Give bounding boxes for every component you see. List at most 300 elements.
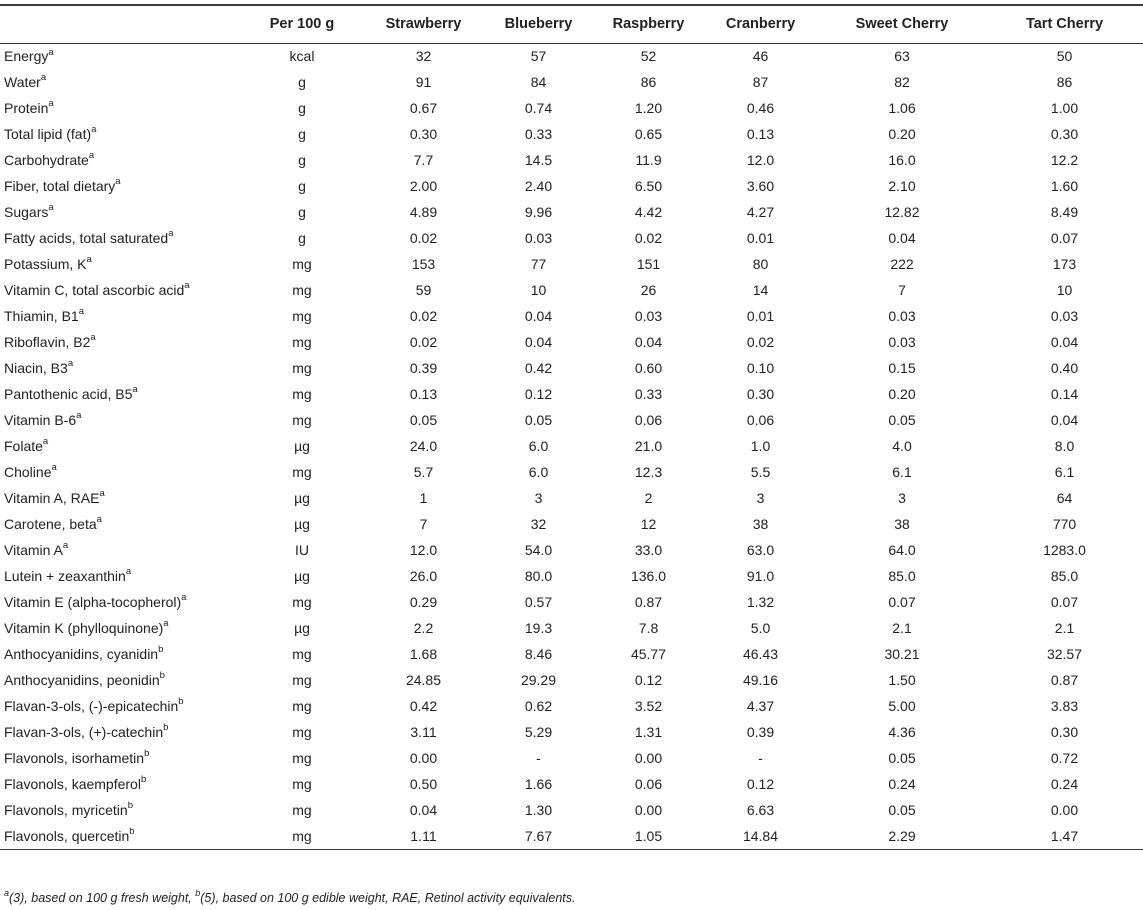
nutrient-name: Pantothenic acid, B5 — [4, 386, 133, 402]
footnote-marker: a — [115, 176, 121, 188]
value-cell: 222 — [890, 256, 914, 272]
value-cell: 12.2 — [1050, 152, 1079, 168]
value-cell: 0.02 — [746, 334, 775, 350]
unit-cell: mg — [292, 334, 312, 350]
value-cell: 11.9 — [635, 152, 662, 168]
value-cell: 9.96 — [524, 204, 553, 220]
footnote-marker: a — [168, 228, 174, 240]
nutrient-name: Sugars — [4, 204, 49, 220]
value-cell: 1.11 — [364, 823, 483, 849]
footnote-marker: b — [140, 774, 147, 786]
value-cell: 2.00 — [409, 178, 438, 194]
value-cell: 63 — [894, 48, 910, 65]
value-cell: 32 — [415, 48, 432, 65]
header-cell: Blueberry — [483, 5, 594, 43]
footnote-marker: a — [48, 202, 54, 214]
value-cell: 10 — [530, 282, 547, 298]
value-cell: 0.05 — [524, 412, 553, 428]
unit-cell: µg — [294, 438, 310, 454]
value-cell: 91.0 — [746, 568, 775, 584]
value-cell: 30.21 — [884, 646, 920, 662]
value-cell: 0.04 — [524, 308, 553, 324]
value-cell: 1.05 — [594, 823, 703, 849]
value-cell: 6.1 — [1054, 464, 1075, 480]
value-cell: 0.04 — [524, 334, 553, 350]
value-cell: 12.0 — [746, 152, 775, 168]
table-row — [0, 771, 1143, 797]
footnote-marker: a — [48, 46, 54, 58]
unit-cell: mg — [292, 412, 312, 428]
value-cell: 80.0 — [524, 568, 553, 584]
value-cell: 770 — [1052, 516, 1077, 532]
value-cell: 87 — [752, 74, 769, 90]
value-cell: 6.0 — [528, 438, 549, 454]
table-row — [0, 589, 1143, 615]
nutrient-name: Vitamin E (alpha-tocopherol) — [4, 594, 182, 610]
value-cell: 1.60 — [1050, 178, 1079, 194]
nutrient-name-cell — [0, 277, 240, 303]
value-cell: 6.63 — [746, 802, 775, 818]
value-cell: 12 — [640, 516, 657, 532]
unit-cell: g — [298, 204, 306, 220]
value-cell: 0.06 — [746, 412, 775, 428]
value-cell: 2.2 — [413, 620, 434, 636]
nutrient-name: Flavonols, kaempferol — [4, 776, 141, 792]
nutrient-name: Niacin, B3 — [4, 360, 68, 376]
table-row — [0, 641, 1143, 667]
value-cell: 63.0 — [746, 542, 775, 558]
table-row — [0, 459, 1143, 485]
value-cell: 0.00 — [634, 750, 663, 766]
unit-cell: mg — [292, 282, 312, 298]
unit-cell: mg — [292, 646, 312, 662]
footnote-marker: b — [129, 826, 135, 838]
nutrient-table — [0, 4, 1143, 850]
value-cell: 0.12 — [746, 776, 775, 792]
footnote-marker: a — [125, 566, 132, 578]
value-cell: 64 — [1056, 490, 1073, 506]
value-cell: 33.0 — [634, 542, 663, 558]
value-cell: 5.29 — [524, 724, 553, 740]
table-row — [0, 407, 1143, 433]
value-cell: 49.16 — [742, 672, 779, 688]
value-cell: 54.0 — [524, 542, 553, 558]
nutrient-name-cell — [0, 537, 240, 563]
unit-cell: mg — [292, 776, 312, 792]
value-cell: 0.30 — [746, 386, 775, 402]
value-cell: 19.3 — [524, 620, 553, 636]
value-cell: 85.0 — [1050, 568, 1079, 584]
footnote-marker: a — [86, 254, 92, 266]
footnote-b-text: (5), based on 100 g edible weight, RAE, Retinol activity equivalents. — [200, 891, 576, 905]
value-cell: 0.03 — [524, 230, 553, 246]
unit-cell: g — [298, 178, 306, 194]
value-cell: 3 — [534, 490, 543, 506]
value-cell: 64.0 — [888, 542, 916, 558]
unit-cell: g — [298, 74, 306, 90]
value-cell: 7 — [898, 282, 906, 298]
footnote-marker-a: a — [4, 887, 10, 898]
value-cell: 24.0 — [409, 438, 438, 454]
unit-cell: mg — [292, 360, 312, 376]
value-cell: 3 — [756, 490, 765, 506]
nutrient-name: Choline — [4, 464, 52, 480]
value-cell: 0.03 — [888, 308, 916, 324]
value-cell: 1 — [419, 490, 428, 506]
value-cell: 8.49 — [1050, 204, 1079, 220]
nutrient-name-cell — [0, 563, 240, 589]
value-cell: 0.00 — [409, 750, 438, 766]
footnote-marker: b — [159, 670, 165, 682]
value-cell: 7 — [419, 516, 428, 532]
footnote-marker: a — [91, 124, 97, 136]
unit-cell: kcal — [289, 48, 315, 65]
value-cell: 2.1 — [1054, 620, 1075, 636]
footnote-marker: b — [127, 800, 133, 812]
nutrient-name: Riboflavin, B2 — [4, 334, 91, 350]
nutrient-name: Flavonols, isorhametin — [4, 750, 145, 766]
value-cell: 2.40 — [524, 178, 553, 194]
value-cell: 12.3 — [634, 464, 663, 480]
value-cell: 0.46 — [746, 100, 775, 116]
value-cell: 0.02 — [634, 230, 663, 246]
value-cell: 0.01 — [746, 308, 775, 324]
table-row — [0, 173, 1143, 199]
value-cell: 24.85 — [405, 672, 442, 688]
nutrient-name-cell — [0, 121, 240, 147]
value-cell: 10 — [1056, 282, 1073, 298]
footnote-marker: b — [158, 644, 164, 656]
value-cell: 50 — [1056, 48, 1073, 65]
footnote-marker: a — [99, 488, 105, 500]
unit-cell: µg — [294, 568, 310, 584]
value-cell: 1.06 — [888, 100, 916, 116]
value-cell: 7.7 — [413, 152, 434, 168]
value-cell: 153 — [411, 256, 436, 272]
value-cell: - — [758, 750, 763, 766]
table-row — [0, 693, 1143, 719]
footnote-marker: b — [163, 722, 169, 734]
header-cell: Tart Cherry — [986, 5, 1143, 43]
unit-cell: mg — [292, 672, 312, 688]
table-row — [0, 563, 1143, 589]
table-row — [0, 251, 1143, 277]
nutrient-name: Vitamin B-6 — [4, 412, 77, 428]
value-cell: 3.11 — [410, 724, 437, 740]
value-cell: 0.24 — [888, 776, 916, 792]
nutrient-name-cell — [0, 303, 240, 329]
value-cell: 1.00 — [1050, 100, 1079, 116]
value-cell: 0.05 — [409, 412, 438, 428]
table-footnote — [4, 887, 576, 905]
value-cell: 59 — [415, 282, 432, 298]
table-row — [0, 329, 1143, 355]
nutrient-name: Flavan-3-ols, (+)-catechin — [4, 724, 164, 740]
header-cell — [0, 5, 240, 43]
nutrient-name-cell — [0, 329, 240, 355]
value-cell: 21.0 — [634, 438, 663, 454]
nutrient-name-cell — [0, 355, 240, 381]
value-cell: 5.5 — [750, 464, 771, 480]
nutrient-name-cell — [0, 641, 240, 667]
value-cell: 0.07 — [888, 594, 916, 610]
header-cell: Sweet Cherry — [818, 5, 986, 43]
table-body — [0, 43, 1143, 849]
footnote-marker: a — [96, 514, 102, 526]
value-cell: 0.29 — [409, 594, 438, 610]
table-row — [0, 615, 1143, 641]
value-cell: 0.20 — [888, 386, 916, 402]
nutrient-name-cell — [0, 69, 240, 95]
nutrient-name-cell — [0, 589, 240, 615]
footnote-marker: b — [178, 696, 184, 708]
value-cell: 16.0 — [888, 152, 916, 168]
value-cell: 0.14 — [1050, 386, 1079, 402]
value-cell: 136.0 — [630, 568, 667, 584]
table-row — [0, 121, 1143, 147]
value-cell: 0.02 — [409, 334, 438, 350]
value-cell: 46 — [752, 48, 769, 65]
table-row — [0, 823, 1143, 849]
value-cell: 0.30 — [1050, 126, 1079, 142]
header-cell: Cranberry — [703, 5, 818, 43]
nutrient-name: Vitamin C, total ascorbic acid — [4, 282, 185, 298]
table-row — [0, 745, 1143, 771]
table-row — [0, 485, 1143, 511]
value-cell: 0.40 — [1050, 360, 1079, 376]
value-cell: 0.65 — [634, 126, 663, 142]
table-row — [0, 537, 1143, 563]
value-cell: 0.04 — [409, 802, 438, 818]
value-cell: 14 — [752, 282, 769, 298]
value-cell: 0.87 — [1050, 672, 1079, 688]
value-cell: 0.04 — [1050, 412, 1079, 428]
unit-cell: µg — [294, 490, 310, 506]
table-row — [0, 95, 1143, 121]
value-cell: 2 — [644, 490, 653, 506]
value-cell: 0.72 — [1050, 750, 1079, 766]
value-cell: 12.82 — [884, 204, 920, 220]
value-cell: 0.06 — [634, 776, 663, 792]
value-cell: 0.39 — [409, 360, 438, 376]
nutrient-name: Lutein + zeaxanthin — [4, 568, 126, 584]
table-row — [0, 667, 1143, 693]
nutrient-name: Energy — [4, 48, 49, 65]
header-cell: Per 100 g — [240, 5, 364, 43]
nutrient-name-cell — [0, 615, 240, 641]
value-cell: 0.07 — [1050, 594, 1079, 610]
value-cell: 0.00 — [634, 802, 663, 818]
value-cell: 86 — [640, 74, 657, 90]
unit-cell: mg — [292, 464, 312, 480]
value-cell: 0.12 — [634, 672, 663, 688]
value-cell: 85.0 — [888, 568, 916, 584]
table-row — [0, 719, 1143, 745]
value-cell: 57 — [530, 48, 547, 65]
unit-cell: g — [298, 126, 306, 142]
value-cell: 3.60 — [746, 178, 775, 194]
value-cell: 0.10 — [746, 360, 775, 376]
value-cell: 2.1 — [892, 620, 912, 636]
table-row — [0, 69, 1143, 95]
unit-cell: µg — [294, 516, 310, 532]
unit-cell: mg — [292, 802, 312, 818]
value-cell: 1.68 — [409, 646, 438, 662]
footnote-marker-b: b — [195, 887, 201, 898]
value-cell: 0.30 — [409, 126, 438, 142]
value-cell: 0.06 — [634, 412, 663, 428]
value-cell: 1283.0 — [1043, 542, 1086, 558]
value-cell: 1.32 — [746, 594, 775, 610]
value-cell: 4.0 — [892, 438, 912, 454]
value-cell: 4.37 — [746, 698, 775, 714]
nutrient-name-cell — [0, 511, 240, 537]
footnote-marker: a — [76, 410, 82, 422]
unit-cell: mg — [292, 698, 312, 714]
unit-cell: mg — [240, 823, 364, 849]
value-cell: 0.39 — [746, 724, 775, 740]
value-cell: 0.04 — [1050, 334, 1079, 350]
unit-cell: mg — [292, 386, 312, 402]
value-cell: 38 — [894, 516, 910, 532]
table-row — [0, 355, 1143, 381]
table-row — [0, 381, 1143, 407]
value-cell: 0.13 — [409, 386, 438, 402]
nutrient-name: Total lipid (fat) — [4, 126, 92, 142]
value-cell: 29.29 — [520, 672, 557, 688]
value-cell: 2.29 — [818, 823, 986, 849]
nutrient-name: Flavonols, myricetin — [4, 802, 128, 818]
nutrient-name-cell — [0, 771, 240, 797]
table-row — [0, 277, 1143, 303]
nutrient-name-cell — [0, 693, 240, 719]
nutrient-name-cell — [0, 407, 240, 433]
unit-cell: mg — [292, 308, 312, 324]
value-cell: 5.00 — [888, 698, 916, 714]
table-row — [0, 225, 1143, 251]
unit-cell: g — [298, 152, 306, 168]
unit-cell: IU — [295, 542, 309, 558]
value-cell: 45.77 — [630, 646, 667, 662]
value-cell: 12.0 — [409, 542, 438, 558]
footnote-marker: a — [40, 72, 47, 84]
value-cell: 7.67 — [483, 823, 594, 849]
value-cell: 0.67 — [409, 100, 438, 116]
value-cell: 26.0 — [409, 568, 438, 584]
value-cell: 3.83 — [1050, 698, 1079, 714]
footnote-a-text: (3), based on 100 g fresh weight, — [9, 891, 196, 905]
value-cell: 6.50 — [634, 178, 663, 194]
value-cell: 46.43 — [742, 646, 779, 662]
value-cell: - — [536, 750, 541, 766]
value-cell: 0.02 — [409, 230, 438, 246]
unit-cell: mg — [292, 724, 312, 740]
unit-cell: g — [298, 100, 306, 116]
value-cell: 0.50 — [409, 776, 438, 792]
value-cell: 0.03 — [888, 334, 916, 350]
footnote-marker: a — [62, 540, 69, 552]
nutrient-name-cell — [0, 95, 240, 121]
nutrient-name-cell — [0, 667, 240, 693]
value-cell: 4.27 — [746, 204, 775, 220]
nutrient-name: Anthocyanidins, peonidin — [4, 672, 160, 688]
value-cell: 0.05 — [888, 412, 916, 428]
value-cell: 80 — [752, 256, 769, 272]
value-cell: 32 — [530, 516, 547, 532]
value-cell: 0.33 — [634, 386, 663, 402]
nutrient-name: Folate — [4, 438, 43, 454]
value-cell: 0.20 — [888, 126, 916, 142]
table-row — [0, 433, 1143, 459]
nutrient-name: Fatty acids, total saturated — [4, 230, 169, 246]
value-cell: 3.52 — [634, 698, 663, 714]
value-cell: 77 — [530, 256, 547, 272]
nutrient-name-cell — [0, 433, 240, 459]
footnote-marker: a — [88, 150, 95, 162]
nutrient-name-cell — [0, 823, 240, 849]
table-row — [0, 511, 1143, 537]
value-cell: 0.60 — [634, 360, 663, 376]
footnote-marker: a — [51, 462, 57, 474]
value-cell: 1.30 — [524, 802, 553, 818]
table-row — [0, 43, 1143, 69]
nutrient-name-cell — [0, 147, 240, 173]
unit-cell: g — [298, 230, 306, 246]
nutrient-name-cell — [0, 251, 240, 277]
nutrient-name: Thiamin, B1 — [4, 308, 79, 324]
nutrient-name-cell — [0, 745, 240, 771]
nutrient-name: Carbohydrate — [4, 152, 89, 168]
value-cell: 84 — [530, 74, 547, 90]
value-cell: 1.50 — [888, 672, 916, 688]
nutrient-name-cell — [0, 43, 240, 69]
nutrient-name: Carotene, beta — [4, 516, 97, 532]
value-cell: 0.87 — [634, 594, 663, 610]
nutrient-name: Potassium, K — [4, 256, 87, 272]
table-row — [0, 147, 1143, 173]
value-cell: 0.57 — [524, 594, 553, 610]
nutrient-name-cell — [0, 485, 240, 511]
table-row — [0, 797, 1143, 823]
unit-cell: mg — [292, 594, 312, 610]
value-cell: 0.00 — [1050, 802, 1079, 818]
value-cell: 0.03 — [634, 308, 663, 324]
value-cell: 1.20 — [634, 100, 663, 116]
footnote-marker: b — [144, 748, 150, 760]
value-cell: 2.10 — [888, 178, 916, 194]
value-cell: 91 — [415, 74, 432, 90]
nutrient-name: Flavonols, quercetin — [4, 827, 130, 844]
value-cell: 1.47 — [986, 823, 1143, 849]
unit-cell: mg — [292, 256, 312, 272]
nutrient-name: Vitamin A, RAE — [4, 490, 100, 506]
value-cell: 0.30 — [1050, 724, 1079, 740]
value-cell: 1.31 — [634, 724, 663, 740]
value-cell: 0.12 — [524, 386, 553, 402]
nutrient-name-cell — [0, 797, 240, 823]
unit-cell: µg — [294, 620, 310, 636]
value-cell: 1.66 — [524, 776, 553, 792]
nutrient-name: Protein — [4, 100, 49, 116]
value-cell: 1.0 — [750, 438, 771, 454]
value-cell: 0.42 — [409, 698, 438, 714]
value-cell: 0.13 — [746, 126, 775, 142]
footnote-marker: a — [184, 280, 190, 292]
nutrient-name-cell — [0, 225, 240, 251]
value-cell: 0.04 — [634, 334, 663, 350]
nutrient-name: Anthocyanidins, cyanidin — [4, 646, 159, 662]
nutrient-name-cell — [0, 719, 240, 745]
